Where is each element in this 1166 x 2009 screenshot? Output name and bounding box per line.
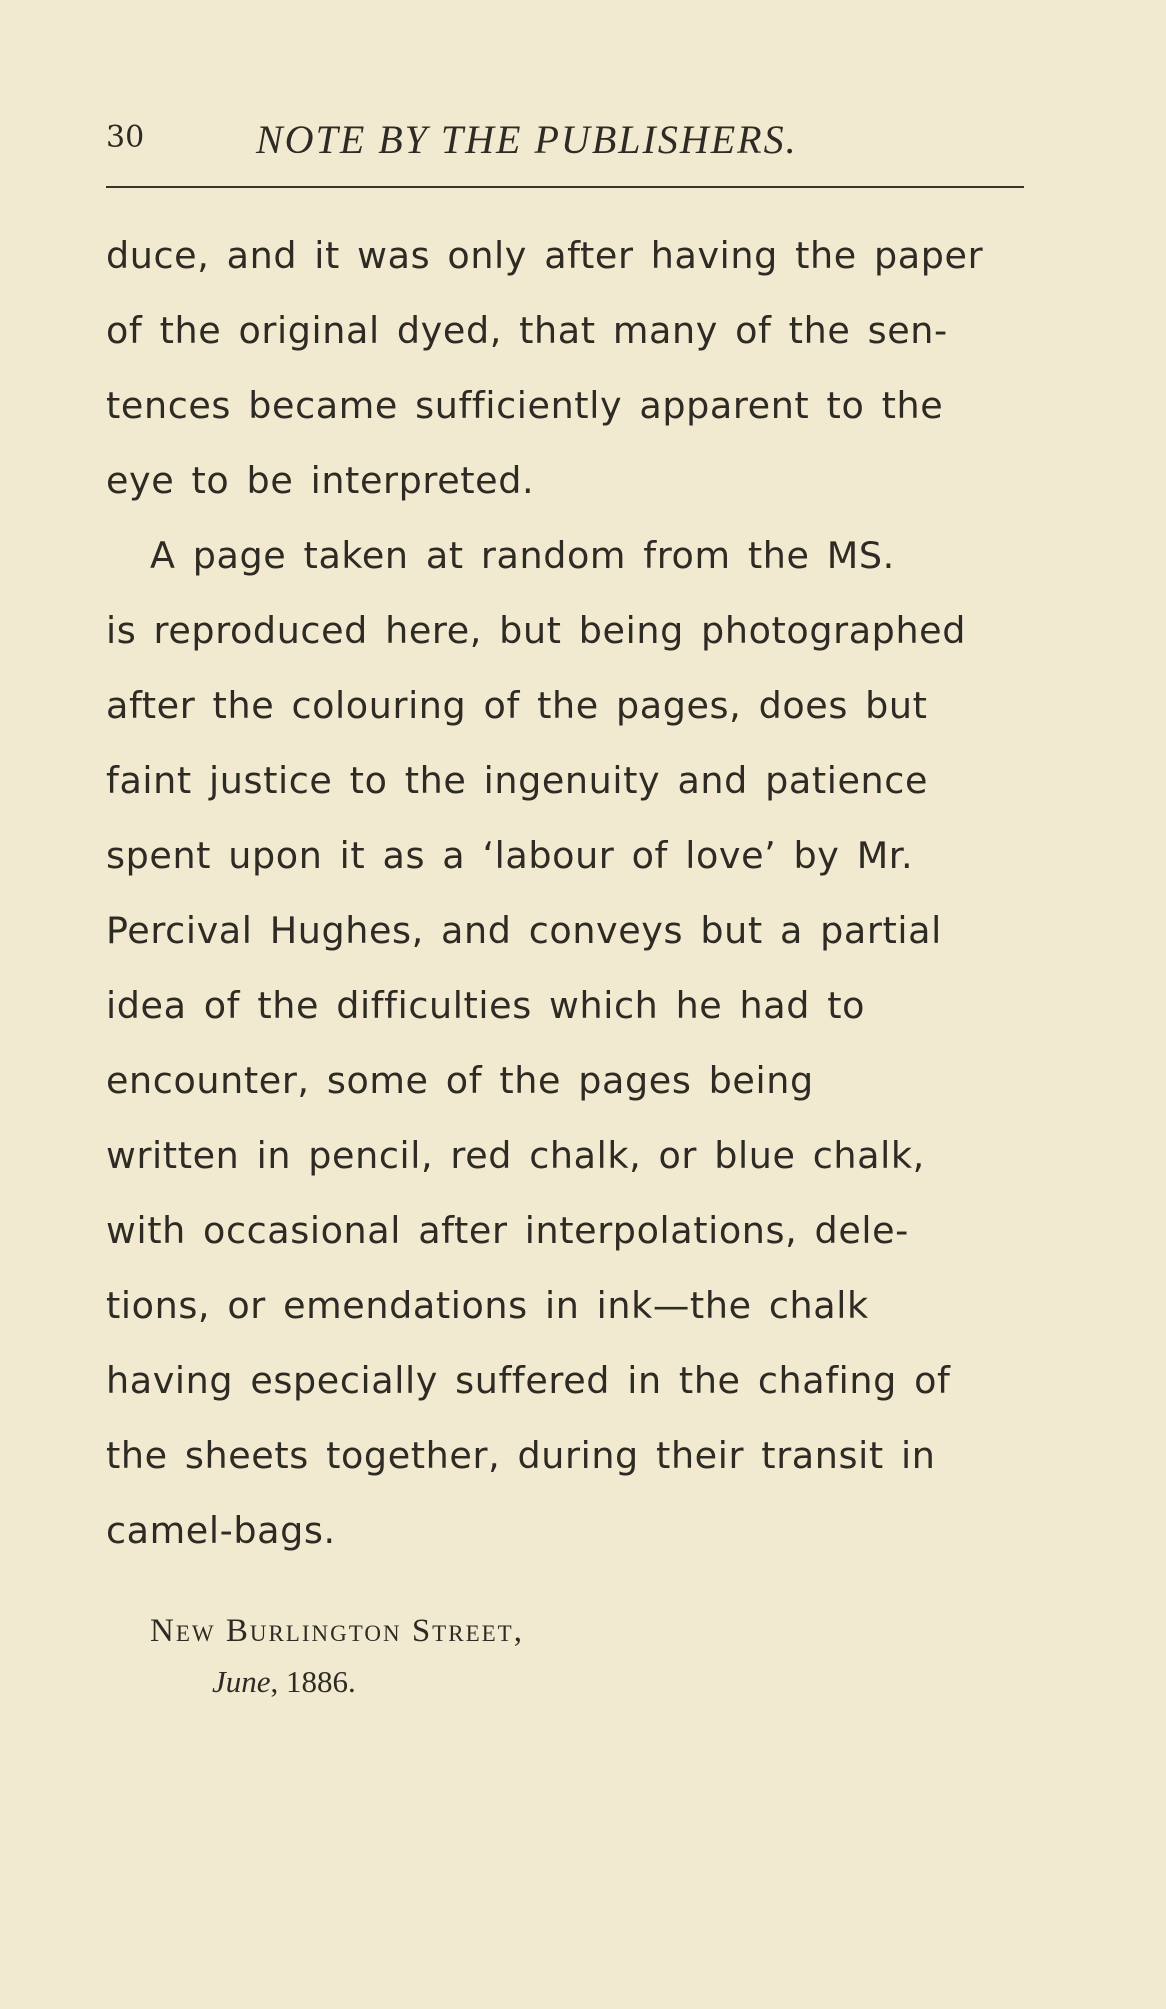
running-head: NOTE BY THE PUBLISHERS. <box>256 117 798 162</box>
signature-street: New Burlington Street, <box>150 1613 524 1649</box>
text-line: written in pencil, red chalk, or blue chalk, <box>106 1134 925 1177</box>
text-line: encounter, some of the pages being <box>106 1059 814 1102</box>
text-line: after the colouring of the pages, does but <box>106 684 928 727</box>
text-line: tions, or emendations in ink—the chalk <box>106 1284 869 1327</box>
header-rule <box>106 186 1024 188</box>
text-line: of the original dyed, that many of the sen- <box>106 309 948 352</box>
text-line: A page taken at random from the MS. <box>150 534 895 577</box>
text-line: faint justice to the ingenuity and patience <box>106 759 929 802</box>
signature-year: , 1886. <box>270 1664 356 1699</box>
signature-date <box>150 1658 950 1706</box>
text-line: camel-bags. <box>106 1509 336 1552</box>
text-line: is reproduced here, but being photographed <box>106 609 967 652</box>
text-line: duce, and it was only after having the paper <box>106 234 984 277</box>
text-line: Percival Hughes, and conveys but a partial <box>106 909 942 952</box>
text-line: having especially suffered in the chafing of <box>106 1359 951 1402</box>
signature-month: June <box>212 1664 271 1699</box>
text-line: spent upon it as a ‘labour of love’ by Mr. <box>106 834 914 877</box>
page-header <box>106 112 1006 172</box>
text-line: eye to be interpreted. <box>106 459 535 502</box>
page-number: 30 <box>106 120 145 155</box>
text-line: the sheets together, during their transit in <box>106 1434 936 1477</box>
text-line: idea of the difficulties which he had to <box>106 984 866 1027</box>
text-line: with occasional after interpolations, dele- <box>106 1209 909 1252</box>
publisher-signature <box>150 1604 950 1706</box>
body-text <box>106 218 1036 1568</box>
text-line: tences became sufficiently apparent to the <box>106 384 944 427</box>
